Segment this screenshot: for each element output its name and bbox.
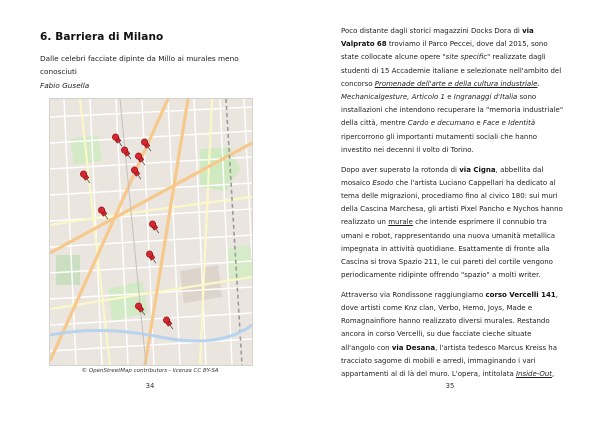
text-run: , dove artisti come Knz clan, Verbo, Hemo, Joys, Made e Romagnainfiore hanno realizzato diversi murales. Restando ancora in corso Vercelli, su due facciate cieche situate all'angolo con (341, 290, 558, 352)
paragraph (341, 25, 564, 157)
street-address: via Valprato 68 (341, 27, 534, 49)
artwork-title: Face e Identità (482, 119, 536, 128)
text-run: . (537, 79, 540, 88)
text-run: , (552, 370, 555, 379)
chapter-title: 6. Barriera di Milano (40, 31, 164, 43)
text-run: Poco distante dagli storici magazzini Docks Dora di (341, 27, 523, 35)
text-run: che l'artista Luciano Cappellari ha dedicato al tema delle migrazioni, procediamo fino al civico 180: sui muri della Cascina Marchesa, gli artisti Pixel Pancho e Nychos hanno realizzato un (341, 178, 563, 227)
artwork-title: Inside-Out (515, 370, 553, 379)
text-run: e (474, 119, 483, 128)
street-address: corso Vercelli 141 (485, 290, 556, 299)
chapter-subtitle: Dalle celebri facciate dipinte da Millo ai murales meno conosciuti (40, 54, 239, 76)
text-run: Dopo aver superato la rotonda di (341, 165, 460, 174)
text-run: ripercorrono gli importanti mutamenti sociali che hanno investito nei decenni il volto di Torino. (341, 132, 538, 154)
text-run: che intende esprimere il connubio tra umani e robot, rappresentando una nuova umanità metallica impegnata in attività quotidiane. Esattamente di fronte alla Cascina si trova Spazio 211, le cui pareti del cortile vengono periodicamente ridipinte offrendo "spazio" a molti writer. (341, 218, 556, 280)
right-page (300, 0, 600, 425)
route-map (49, 98, 253, 366)
paragraph (341, 164, 564, 283)
street-address: via Desana (391, 343, 436, 352)
artwork-title: Promenade dell'arte e della cultura industriale (374, 79, 538, 88)
body-text (341, 25, 564, 388)
text-run: sono installazioni che intendono recuperare la "memoria industriale" della città, mentre (341, 93, 564, 128)
artwork-title: Esodo (372, 178, 394, 187)
author-name: Fabio Gusella (40, 81, 90, 90)
street-address: via Cigna (459, 165, 496, 174)
paragraph (341, 289, 564, 381)
page-number: 34 (145, 382, 155, 390)
artwork-title: Mechanicalgesture, Articolo 1 (341, 93, 445, 102)
text-run: e (445, 93, 454, 102)
text-run: , abbellita dal mosaico (341, 165, 544, 187)
artwork-title: Ingranaggi d'Italia (453, 93, 518, 102)
text-run: Attraverso via Rondissone raggiungiamo (341, 290, 486, 299)
cemetery-area (56, 255, 80, 285)
page-number: 35 (445, 382, 455, 390)
text-run: realizzate dagli studenti di 15 Accademie italiane e selezionate nell'ambito del concorso (341, 53, 562, 88)
text-run: , l'artista tedesco Marcus Kreiss ha tracciato sagome di mobili e arredi, immaginando i vari appartamenti al di là del muro. L'opera, intitolata (341, 343, 558, 379)
text-run: murale (388, 218, 413, 227)
text-run: troviamo il Parco Peccei, dove dal 2015, sono state collocate alcune opere (341, 40, 548, 62)
map-caption: © OpenStreetMap contributors - licenza CC BY-SA (81, 368, 219, 374)
artwork-title: Cardo e decumano (407, 119, 475, 128)
artwork-title: "site specific" (442, 53, 491, 62)
